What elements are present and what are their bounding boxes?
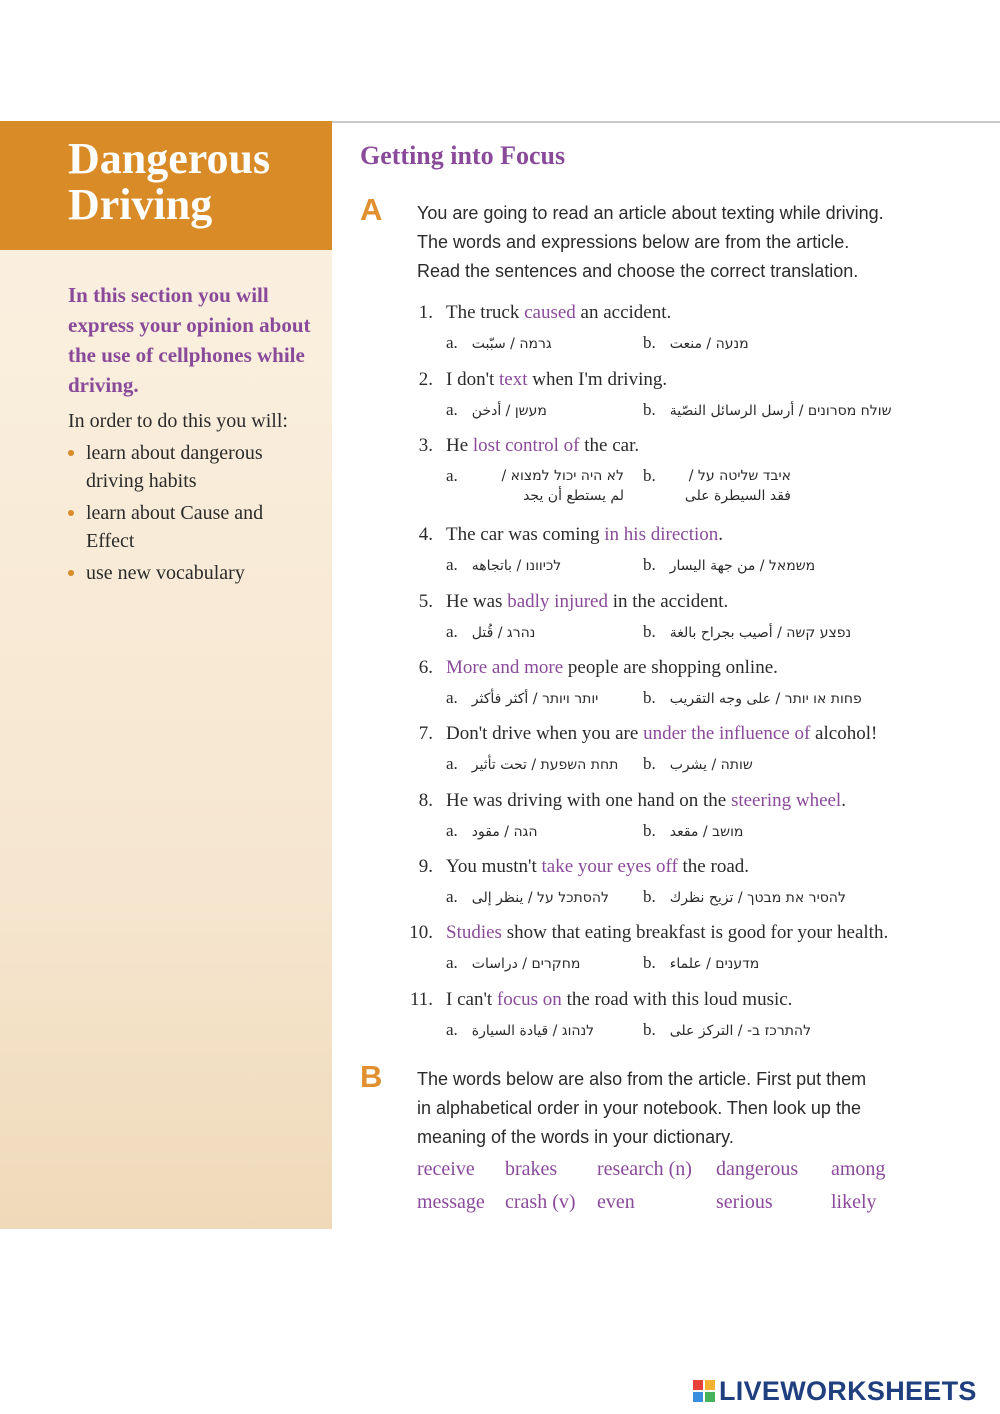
answer-options bbox=[400, 887, 960, 917]
answer-options bbox=[400, 953, 960, 983]
question-text-pre: The car was coming bbox=[446, 524, 605, 545]
question-text-post: when I'm driving. bbox=[527, 369, 668, 390]
page-title-line-2: Driving bbox=[68, 180, 213, 229]
option-a-translation: יותר ויותר / أكثر فأكثر bbox=[471, 691, 599, 707]
option-a-label: a. bbox=[446, 466, 458, 485]
answer-options bbox=[400, 400, 960, 430]
goal-item bbox=[68, 559, 328, 587]
logo-grid-icon bbox=[693, 1380, 715, 1402]
answer-options bbox=[400, 466, 960, 514]
question-text-post: alcohol! bbox=[810, 723, 878, 744]
question-row bbox=[400, 522, 960, 547]
option-b[interactable] bbox=[643, 622, 851, 643]
question-row bbox=[400, 987, 960, 1012]
logo-text: LIVEWORKSHEETS bbox=[719, 1376, 977, 1406]
goal-text: Effect bbox=[86, 530, 135, 552]
section-title: Getting into Focus bbox=[360, 141, 566, 170]
answer-options bbox=[400, 1020, 960, 1050]
question-text-pre: The truck bbox=[446, 302, 525, 323]
option-b[interactable] bbox=[643, 953, 759, 974]
bullet-dot-icon bbox=[68, 570, 74, 576]
question-text-post: the road with this loud music. bbox=[561, 989, 793, 1010]
vocab-word: dangerous bbox=[716, 1158, 799, 1180]
vocab-word: crash (v) bbox=[505, 1191, 576, 1213]
question-item bbox=[400, 433, 960, 514]
question-text-pre: You mustn't bbox=[446, 856, 542, 877]
option-b[interactable] bbox=[643, 887, 846, 908]
logo-square bbox=[693, 1380, 703, 1390]
option-b-label: b. bbox=[643, 333, 656, 352]
target-expression: in his direction bbox=[604, 524, 719, 545]
question-text bbox=[446, 854, 749, 879]
option-b-label: b. bbox=[643, 400, 656, 419]
question-item bbox=[400, 920, 960, 983]
option-a-translation: מחקרים / دراسات bbox=[471, 956, 581, 972]
exercise-letter-a: A bbox=[360, 192, 383, 227]
question-item bbox=[400, 987, 960, 1050]
question-item bbox=[400, 300, 960, 363]
question-text bbox=[446, 920, 888, 945]
option-b[interactable] bbox=[643, 688, 862, 709]
exercise-b-instructions bbox=[417, 1065, 957, 1152]
answer-options bbox=[400, 622, 960, 652]
intro-line: the use of cellphones while bbox=[68, 343, 305, 367]
intro-line: express your opinion about bbox=[68, 313, 311, 337]
goal-item bbox=[68, 439, 328, 495]
option-b-label: b. bbox=[643, 555, 656, 574]
target-expression: take your eyes off bbox=[541, 856, 678, 877]
vocab-word: among bbox=[831, 1158, 886, 1180]
target-expression: More and more bbox=[446, 657, 564, 678]
question-number: 1. bbox=[418, 302, 433, 323]
option-a-translation: גרמה / سبّبت bbox=[471, 336, 552, 352]
option-a-label: a. bbox=[446, 688, 458, 707]
goal-text: learn about dangerous bbox=[86, 442, 263, 464]
question-text bbox=[446, 987, 792, 1012]
option-a-label: a. bbox=[446, 333, 458, 352]
option-b-label: b. bbox=[643, 1020, 656, 1039]
instruction-line: The words and expressions below are from the article. bbox=[417, 232, 850, 252]
option-a-label: a. bbox=[446, 887, 458, 906]
instruction-line: in alphabetical order in your notebook. Then look up the bbox=[417, 1098, 861, 1118]
order-heading: In order to do this you will: bbox=[68, 410, 288, 432]
question-item bbox=[400, 655, 960, 718]
question-item bbox=[400, 788, 960, 851]
question-text-post: in the accident. bbox=[607, 591, 729, 612]
option-b-translation: נפצע קשה / أصيب بجراح بالغة bbox=[669, 625, 852, 641]
question-number: 7. bbox=[418, 723, 433, 744]
question-text-pre: He bbox=[446, 435, 473, 456]
exercise-letter-b: B bbox=[360, 1059, 383, 1094]
option-b[interactable] bbox=[643, 466, 791, 504]
target-expression: Studies bbox=[446, 922, 502, 943]
answer-options bbox=[400, 333, 960, 363]
option-b-translation: משמאל / من جهة اليسار bbox=[669, 558, 816, 574]
question-text bbox=[446, 300, 671, 325]
option-b[interactable] bbox=[643, 754, 753, 775]
goals-list bbox=[68, 439, 328, 591]
logo-square bbox=[705, 1392, 715, 1402]
option-b[interactable] bbox=[643, 1020, 811, 1041]
option-a-translation bbox=[474, 466, 624, 506]
question-text bbox=[446, 433, 639, 458]
option-b-translation: מנעה / منعت bbox=[669, 336, 749, 352]
target-expression: badly injured bbox=[507, 591, 608, 612]
vocab-word: brakes bbox=[505, 1158, 558, 1180]
option-a-translation: נהרג / قُتل bbox=[471, 625, 536, 641]
target-expression: lost control of bbox=[472, 435, 580, 456]
target-expression: caused bbox=[524, 302, 576, 323]
question-number: 10. bbox=[409, 922, 433, 943]
question-text bbox=[446, 367, 667, 392]
question-text bbox=[446, 522, 723, 547]
page-title-line-1: Dangerous bbox=[68, 134, 271, 183]
question-number: 4. bbox=[418, 524, 433, 545]
option-a[interactable] bbox=[446, 555, 561, 576]
vocab-word: receive bbox=[417, 1158, 475, 1180]
option-b-translation: פחות או יותר / على وجه التقريب bbox=[669, 691, 862, 707]
instruction-line: You are going to read an article about texting while driving. bbox=[417, 203, 884, 223]
question-number: 6. bbox=[418, 657, 433, 678]
question-text-pre: He was bbox=[446, 591, 508, 612]
option-a-label: a. bbox=[446, 821, 458, 840]
option-a-label: a. bbox=[446, 1020, 458, 1039]
target-expression: text bbox=[499, 369, 528, 390]
question-text-post: the road. bbox=[677, 856, 750, 877]
question-text bbox=[446, 788, 846, 813]
option-b-label: b. bbox=[643, 466, 656, 485]
option-b-translation: להסיר את מבטך / تزيح نظرك bbox=[669, 890, 846, 906]
option-b-label: b. bbox=[643, 887, 656, 906]
answer-options bbox=[400, 754, 960, 784]
option-a[interactable] bbox=[446, 821, 538, 842]
question-item bbox=[400, 522, 960, 585]
question-text-post: . bbox=[841, 790, 846, 811]
option-a-translation: מעשן / أدخن bbox=[471, 403, 547, 419]
question-number: 8. bbox=[418, 790, 433, 811]
option-a[interactable] bbox=[446, 887, 609, 908]
translation-line: לא היה יכול למצוא / bbox=[501, 468, 624, 484]
translation-line: فقد السيطرة على bbox=[684, 488, 791, 504]
option-b-translation: שולח מסרונים / أرسل الرسائل النصّية bbox=[669, 403, 892, 419]
question-row bbox=[400, 854, 960, 879]
goal-item bbox=[68, 499, 328, 555]
question-number: 9. bbox=[418, 856, 433, 877]
option-b[interactable] bbox=[643, 821, 743, 842]
question-item bbox=[400, 721, 960, 784]
translation-line: איבד שליטה על / bbox=[688, 468, 791, 484]
option-a[interactable] bbox=[446, 953, 580, 974]
answer-options bbox=[400, 688, 960, 718]
option-b-translation: שותה / يشرب bbox=[669, 757, 753, 773]
question-row bbox=[400, 655, 960, 680]
question-text-post: an accident. bbox=[575, 302, 672, 323]
question-number: 5. bbox=[418, 591, 433, 612]
question-text-pre: I can't bbox=[446, 989, 497, 1010]
question-text bbox=[446, 655, 778, 680]
vocab-word: likely bbox=[831, 1191, 877, 1213]
bullet-dot-icon bbox=[68, 510, 74, 516]
bullet-dot-icon bbox=[68, 450, 74, 456]
title-banner bbox=[0, 121, 332, 250]
option-a-label: a. bbox=[446, 555, 458, 574]
target-expression: steering wheel bbox=[730, 790, 842, 811]
option-a-translation: תחת השפעת / تحت تأثير bbox=[471, 757, 619, 773]
sidebar-panel bbox=[0, 121, 332, 1229]
option-b-translation: להתרכז ב- / التركز على bbox=[669, 1023, 812, 1039]
question-row bbox=[400, 589, 960, 614]
intro-line: driving. bbox=[68, 373, 139, 397]
question-text-pre: I don't bbox=[446, 369, 500, 390]
option-b[interactable] bbox=[643, 555, 815, 576]
option-a-label: a. bbox=[446, 622, 458, 641]
question-row bbox=[400, 300, 960, 325]
option-b-label: b. bbox=[643, 953, 656, 972]
option-b-label: b. bbox=[643, 688, 656, 707]
option-a[interactable] bbox=[446, 688, 598, 709]
question-number: 2. bbox=[418, 369, 433, 390]
intro-line: In this section you will bbox=[68, 283, 269, 307]
question-item bbox=[400, 854, 960, 917]
option-a[interactable] bbox=[446, 754, 618, 775]
top-rule bbox=[332, 121, 1000, 123]
vocab-word: even bbox=[597, 1191, 635, 1213]
option-a[interactable] bbox=[446, 400, 547, 421]
question-text-post: show that eating breakfast is good for your health. bbox=[501, 922, 889, 943]
option-a[interactable] bbox=[446, 1020, 594, 1041]
vocab-word: serious bbox=[716, 1191, 773, 1213]
option-a[interactable] bbox=[446, 622, 535, 643]
option-b-translation: מושב / مقعد bbox=[669, 824, 744, 840]
goal-text: driving habits bbox=[86, 470, 197, 492]
option-a-label: a. bbox=[446, 400, 458, 419]
option-a-translation: לכיוונו / باتجاهه bbox=[471, 558, 562, 574]
exercise-a-instructions bbox=[417, 199, 957, 286]
instruction-line: meaning of the words in your dictionary. bbox=[417, 1127, 734, 1147]
question-text-post: . bbox=[718, 524, 724, 545]
question-row bbox=[400, 920, 960, 945]
question-row bbox=[400, 433, 960, 458]
instruction-line: The words below are also from the article. First put them bbox=[417, 1069, 867, 1089]
answer-options bbox=[400, 821, 960, 851]
option-b-label: b. bbox=[643, 821, 656, 840]
target-expression: under the influence of bbox=[643, 723, 811, 744]
instruction-line: Read the sentences and choose the correct translation. bbox=[417, 261, 859, 281]
vocab-word: research (n) bbox=[597, 1158, 692, 1180]
question-text-post: people are shopping online. bbox=[563, 657, 778, 678]
option-a-translation: להסתכל על / ينظر إلى bbox=[471, 890, 609, 906]
option-a-label: a. bbox=[446, 953, 458, 972]
question-item bbox=[400, 367, 960, 430]
option-b[interactable] bbox=[643, 333, 749, 354]
option-b-label: b. bbox=[643, 622, 656, 641]
translation-line: لم يستطع أن يجد bbox=[523, 488, 624, 504]
question-row bbox=[400, 721, 960, 746]
section-intro bbox=[68, 280, 328, 400]
vocab-word: message bbox=[417, 1191, 485, 1213]
question-text-post: the car. bbox=[579, 435, 640, 456]
question-text bbox=[446, 721, 877, 746]
question-text-pre: Don't drive when you are bbox=[446, 723, 644, 744]
option-b-translation: מדענים / علماء bbox=[669, 956, 760, 972]
target-expression: focus on bbox=[496, 989, 562, 1010]
question-text bbox=[446, 589, 728, 614]
logo-square bbox=[693, 1392, 703, 1402]
question-item bbox=[400, 589, 960, 652]
option-b-translation bbox=[671, 466, 791, 506]
option-b-label: b. bbox=[643, 754, 656, 773]
option-a-translation: לנהוג / قيادة السيارة bbox=[471, 1023, 595, 1039]
option-b[interactable] bbox=[643, 400, 892, 421]
question-number: 11. bbox=[409, 989, 433, 1010]
option-a[interactable] bbox=[446, 333, 552, 354]
logo-square bbox=[705, 1380, 715, 1390]
goal-text: use new vocabulary bbox=[86, 562, 245, 584]
question-number: 3. bbox=[418, 435, 433, 456]
option-a-translation: הגה / مقود bbox=[471, 824, 538, 840]
question-text-pre: He was driving with one hand on the bbox=[446, 790, 731, 811]
question-row bbox=[400, 788, 960, 813]
question-row bbox=[400, 367, 960, 392]
answer-options bbox=[400, 555, 960, 585]
option-a-label: a. bbox=[446, 754, 458, 773]
goal-text: learn about Cause and bbox=[86, 502, 264, 524]
option-a[interactable] bbox=[446, 466, 624, 504]
